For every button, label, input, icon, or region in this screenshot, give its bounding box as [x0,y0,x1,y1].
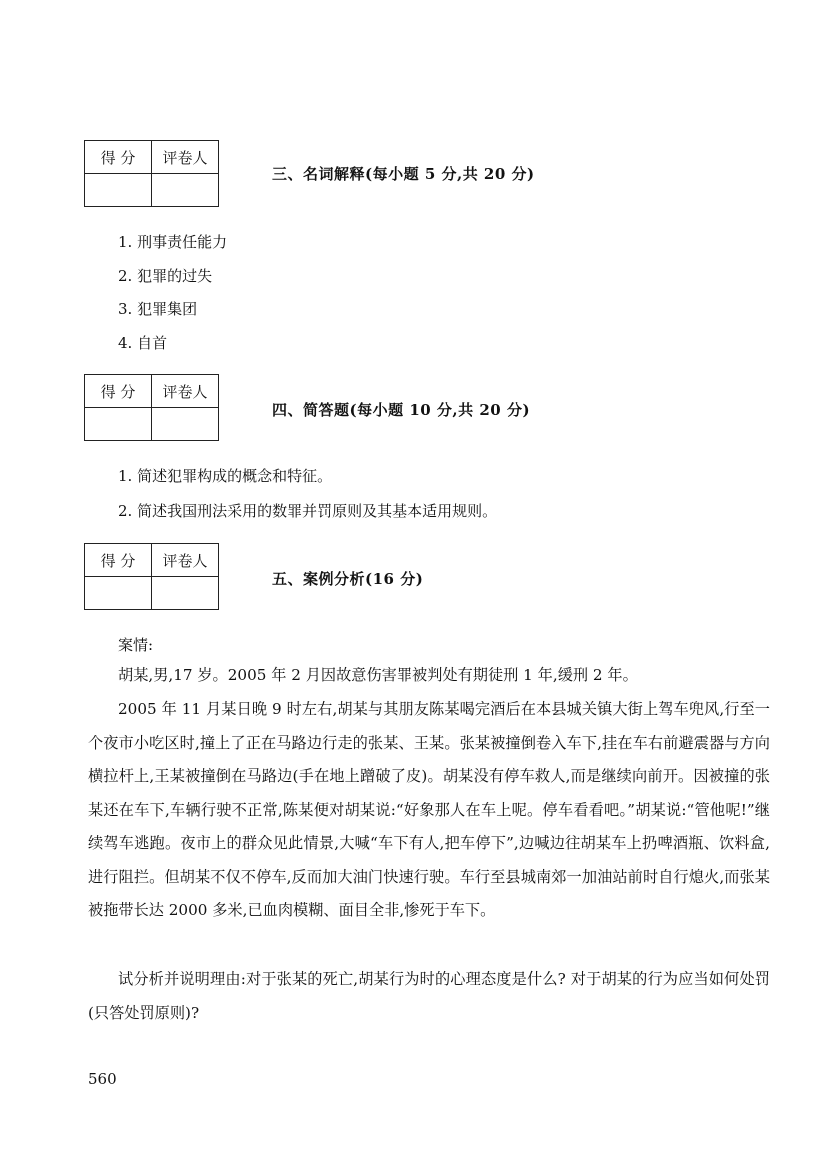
score-header: 得 分 [85,141,152,174]
score-box-section5 [84,543,219,610]
score-box-section3 [84,140,219,207]
list-item: 3. 犯罪集团 [118,300,198,318]
grader-cell[interactable] [152,408,219,441]
case-paragraph: 胡某,男,17 岁。2005 年 2 月因故意伤害罪被判处有期徒刑 1 年,缓刑 2 年。 [118,666,638,684]
list-item: 2. 简述我国刑法采用的数罪并罚原则及其基本适用规则。 [118,502,498,520]
grader-header: 评卷人 [152,544,219,577]
case-label: 案情: [118,636,154,654]
grader-header: 评卷人 [152,375,219,408]
grader-cell[interactable] [152,577,219,610]
page-number: 560 [88,1070,117,1088]
question-paragraph: 试分析并说明理由:对于张某的死亡,胡某行为时的心理态度是什么? 对于胡某的行为应当如何处罚(只答处罚原则)? [88,970,770,1022]
section3-title: 三、名词解释(每小题 5 分,共 20 分) [272,165,535,183]
score-header: 得 分 [85,544,152,577]
score-cell[interactable] [85,577,152,610]
section5-title: 五、案例分析(16 分) [272,570,424,588]
list-item: 2. 犯罪的过失 [118,267,213,285]
list-item: 4. 自首 [118,334,168,352]
grader-header: 评卷人 [152,141,219,174]
grader-cell[interactable] [152,174,219,207]
section4-title: 四、简答题(每小题 10 分,共 20 分) [272,401,531,419]
score-header: 得 分 [85,375,152,408]
list-item: 1. 简述犯罪构成的概念和特征。 [118,467,333,485]
score-box-section4 [84,374,219,441]
score-cell[interactable] [85,174,152,207]
list-item: 1. 刑事责任能力 [118,233,228,251]
score-cell[interactable] [85,408,152,441]
case-paragraph: 2005 年 11 月某日晚 9 时左右,胡某与其朋友陈某喝完酒后在本县城关镇大街上驾车兜风,行至一个夜市小吃区时,撞上了正在马路边行走的张某、王某。张某被撞倒卷入车下,挂在车右前避震器与方向横拉杆上,王某被撞倒在马路边(手在地上蹭破了皮)。胡某没有停车救人,而是继续向前开。因被撞的张某还在车下,车辆行驶不正常,陈某便对胡某说:“好象那人在车上呢。停车看看吧。”胡某说:“管他呢!”继续驾车逃跑。夜市上的群众见此情景,大喊“车下有人,把车停下”,边喊边往胡某车上扔啤酒瓶、饮料盒,进行阻拦。但胡某不仅不停车,反而加大油门快速行驶。车行至县城南郊一加油站前时自行熄火,而张某被拖带长达 2000 多米,已血肉模糊、面目全非,惨死于车下。 [88,700,770,919]
